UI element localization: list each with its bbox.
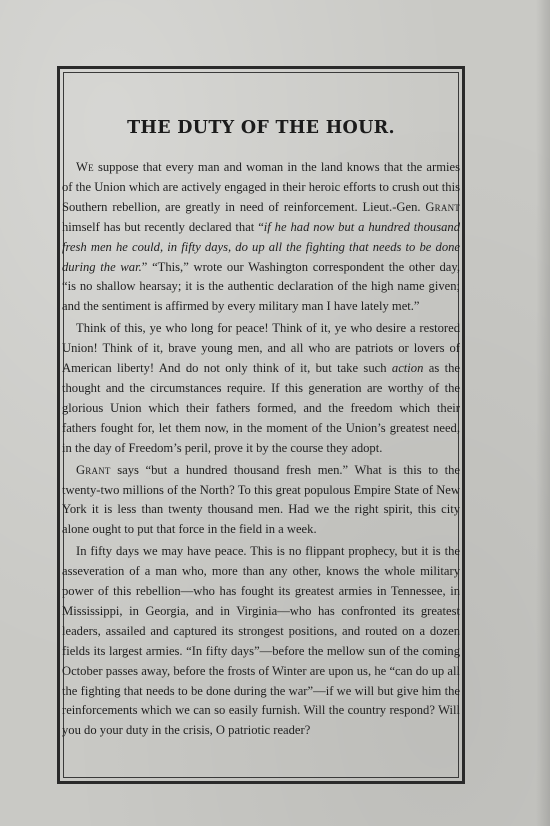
paragraph-2-emphasis: action <box>391 361 424 376</box>
paragraph-1 <box>62 158 460 317</box>
paragraph-3-part-1: Grant <box>76 462 111 477</box>
paragraph-1-part-3: Grant <box>425 199 460 214</box>
paragraph-1-part-1: We <box>76 160 94 174</box>
paragraph-1-part-2: suppose that every man and woman in the land knows that the armies of the Union which are actively engaged in their heroic efforts to crush out this Southern rebellion, are greatly in need of reinforcement. Lieut.-Gen. <box>62 160 460 214</box>
paragraph-3-part-2: says “but a hundred thousand fresh men.” What is this to the twenty-two millions of the North? To this great populous Empire State of New York it is less than twenty thousand men. Had we the right spirit, this city alone ought to put that force in the field in a week. <box>62 462 460 537</box>
paragraph-2-part-3: as the thought and the circumstances require. If this generation are worthy of the glorious Union which their fathers formed, and the freedom which their fathers fought for, let them now, in the moment of the Union’s greatest need, in the day of Freedom’s peril, prove it by the course they adopt. <box>62 361 460 455</box>
paragraph-4 <box>62 542 460 741</box>
paragraph-2 <box>62 319 460 458</box>
page-spine-shadow <box>536 0 550 826</box>
paragraph-2-part-1: Think of this, ye who long for peace! Think of it, ye who desire a restored Union! Think of it, brave young men, and all who are patriots or lovers of American liberty! And do not only think of it, but take such <box>62 321 460 376</box>
paragraph-1-quote: if he had now but a hundred thousand fresh men he could, in fifty days, do up all the fighting that needs to be done during the war. <box>62 219 460 274</box>
paragraph-3 <box>62 461 460 541</box>
page-title: THE DUTY OF THE HOUR. <box>127 118 395 138</box>
paragraph-1-part-6: ” “This,” wrote our Washington correspondent the other day, “is no shallow hearsay; it is the authentic declaration of the high name given; and the sentiment is affirmed by every military man I have lately met.” <box>62 259 460 314</box>
paragraph-1-part-4: himself has but recently declared that “ <box>62 219 264 234</box>
article <box>62 108 460 743</box>
paragraph-4-part-1: In fifty days we may have peace. This is no flippant prophecy, but it is the asseveration of a man who, more than any other, knows the whole military power of this rebellion—who has fought its greatest armies in Tennessee, in Mississippi, in Georgia, and in Virginia—who has confronted its greatest leaders, assailed and captured its strongest positions, and routed on a dozen fields its largest armies. “In fifty days”—before the mellow sun of the coming October passes away, before the frosts of Winter are upon us, he “can do up all the fighting that needs to be done during the war”—if we will but give him the reinforcements which we can so easily furnish. Will the country respond? Will you do your duty in the crisis, O patriotic reader? <box>62 544 460 738</box>
